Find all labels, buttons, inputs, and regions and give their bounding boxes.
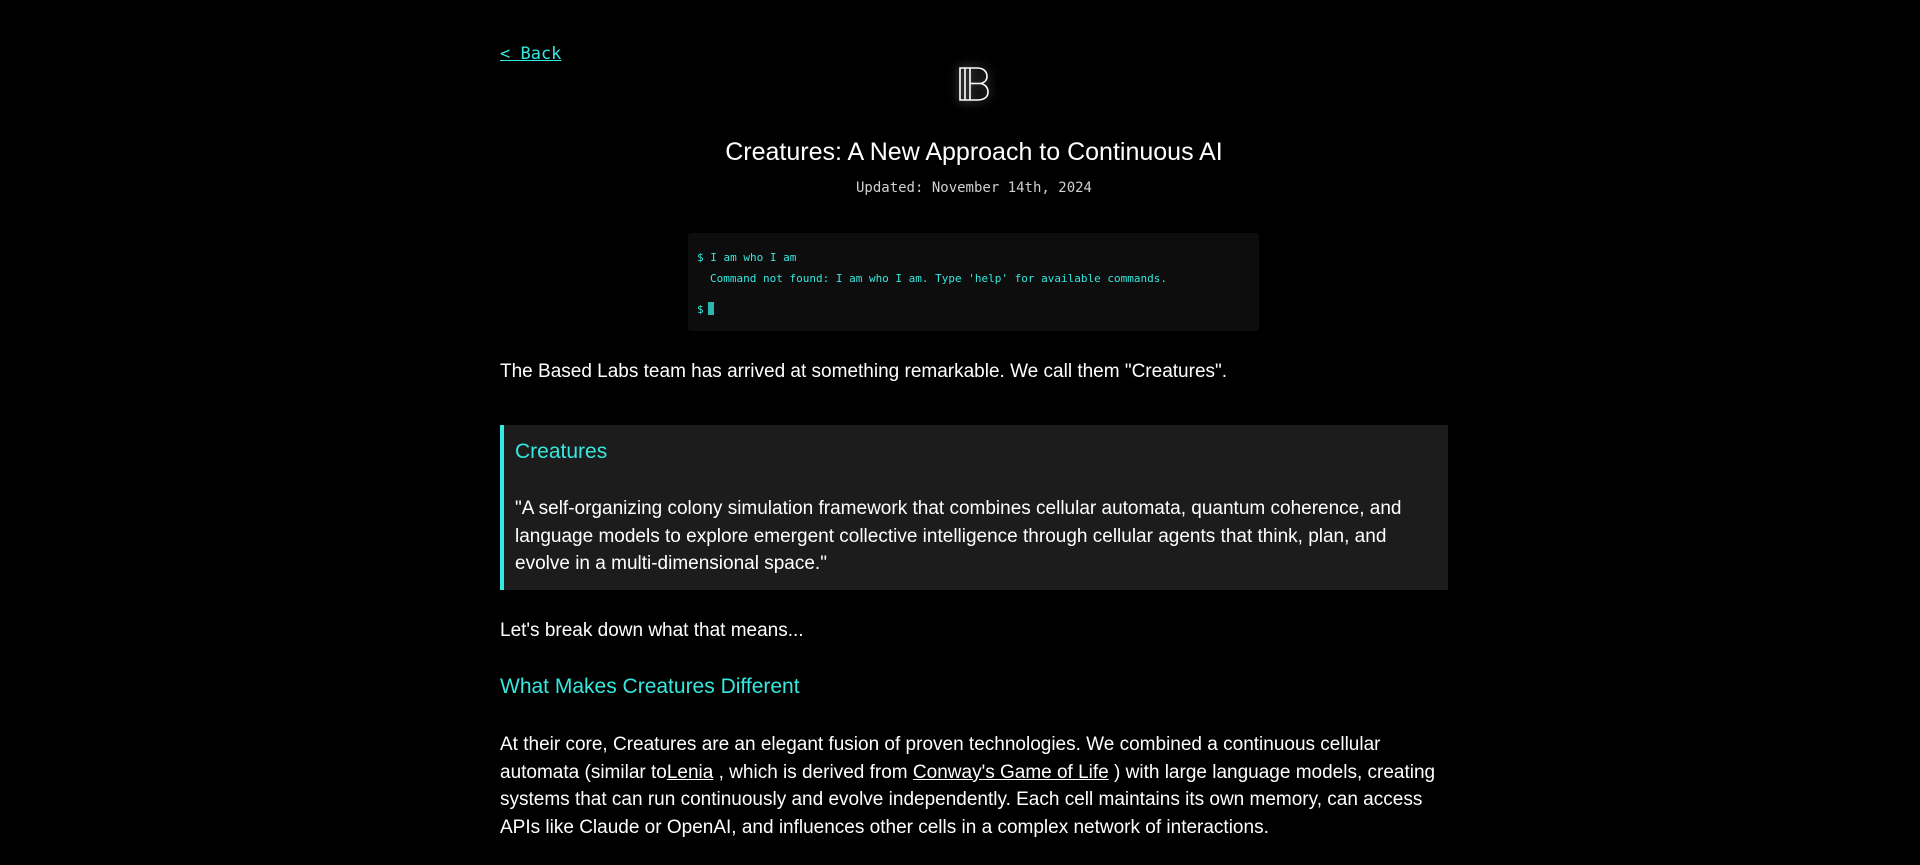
terminal-box[interactable] xyxy=(688,233,1259,331)
terminal-response-line: Command not found: I am who I am. Type 'help' for available commands. xyxy=(710,272,1167,285)
callout-title: Creatures xyxy=(515,440,608,463)
terminal-input-line[interactable] xyxy=(697,302,714,316)
lenia-link[interactable]: Lenia xyxy=(666,761,714,783)
back-link[interactable]: < Back xyxy=(500,44,562,64)
terminal-cursor xyxy=(708,302,714,315)
article-title: Creatures: A New Approach to Continuous AI xyxy=(725,138,1223,166)
callout-quote: "A self-organizing colony simulation framework that combines cellular automata, quantum coherence, and language models to explore emergent collective intelligence through cellular agents that think, plan, and evolve in a multi-dimensional space." xyxy=(515,498,1402,574)
definition-callout xyxy=(500,425,1448,590)
intro-text: The Based Labs team has arrived at something remarkable. We call them "Creatures". xyxy=(500,361,1228,382)
paragraph-text-1: At their core, Creatures are an elegant fusion of proven technologies. We combined a continuous cellular automata (similar to xyxy=(500,734,1381,783)
terminal-prompt: $ xyxy=(697,303,704,316)
based-labs-logo-icon xyxy=(957,64,991,104)
breakdown-text: Let's break down what that means... xyxy=(500,620,804,641)
section-heading: What Makes Creatures Different xyxy=(500,675,800,698)
updated-date: Updated: November 14th, 2024 xyxy=(855,180,1092,196)
terminal-command-line: $ I am who I am xyxy=(697,251,797,264)
game-of-life-link[interactable]: Conway's Game of Life xyxy=(912,761,1109,783)
paragraph-text-2: , which is derived from xyxy=(713,761,913,783)
paragraph-text-3: ) with large language models, creating systems that can run continuously and evolve independently. Each cell maintains its own memory, can access APIs like Claude or OpenAI, and influences other cells in a complex network of interactions. xyxy=(500,761,1436,838)
body-paragraph xyxy=(500,731,1448,841)
